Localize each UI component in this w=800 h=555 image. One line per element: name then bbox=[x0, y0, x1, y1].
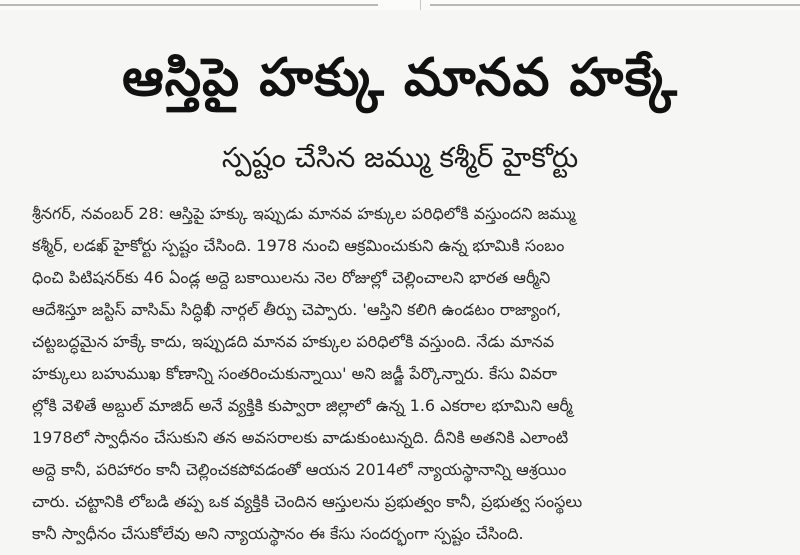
article-line-3: ధించి పిటిషనర్‌కు 46 ఏండ్ల అద్దె బకాయిలను నెల రోజుల్లో చెల్లించాలని భారత ఆర్మీని bbox=[32, 268, 551, 287]
top-rule-divider bbox=[420, 0, 421, 10]
top-rule-right bbox=[430, 4, 800, 6]
top-rule-left bbox=[0, 4, 378, 6]
article-body bbox=[32, 198, 772, 548]
article-line-6: హక్కులు బహుముఖ కోణాన్ని సంతరించుకున్నాయి' అని జడ్జీ పేర్కొన్నారు. కేసు వివరా bbox=[32, 364, 557, 383]
article-line-11: కానీ స్వాధీనం చేసుకోలేవు అని న్యాయస్థానం ఈ కేసు సందర్భంగా స్పష్టం చేసింది. bbox=[32, 524, 524, 543]
article-line-4: ఆదేశిస్తూ జస్టిస్ వాసిమ్ సిద్ధిఖీ నార్గల్ తీర్పు చెప్పారు. 'ఆస్తిని కలిగి ఉండటం రాజ్యాంగ, bbox=[32, 300, 562, 319]
headline: ఆస్తిపై హక్కు మానవ హక్కే bbox=[122, 48, 678, 108]
article-line-5: చట్టబద్ధమైన హక్కే కాదు, ఇప్పుడది మానవ హక్కుల పరిధిలోకి వస్తుంది. నేడు మానవ bbox=[32, 332, 555, 351]
article-line-9: అద్దె కానీ, పరిహారం కానీ చెల్లించకపోవడంతో ఆయన 2014లో న్యాయస్థానాన్ని ఆశ్రయిం bbox=[32, 460, 567, 479]
article-line-8: 1978లో స్వాధీనం చేసుకుని తన అవసరాలకు వాడుకుంటున్నది. దీనికి అతనికి ఎలాంటి bbox=[32, 428, 569, 447]
article-line-7: ల్లోకి వెళితే అబ్దుల్ మాజిద్ అనే వ్యక్తికి కుప్వారా జిల్లాలో ఉన్న 1.6 ఎకరాల భూమిని ఆర్మీ bbox=[32, 396, 573, 415]
subheadline: స్పష్టం చేసిన జమ్ము కశ్మీర్ హైకోర్టు bbox=[221, 141, 579, 174]
article-line-2: కశ్మీర్, లడఖ్ హైకోర్టు స్పష్టం చేసింది. 1978 నుంచి ఆక్రమించుకుని ఉన్న భూమికి సంబం bbox=[32, 236, 565, 255]
article-line-10: చారు. చట్టానికి లోబడి తప్ప ఒక వ్యక్తికి చెందిన ఆస్తులను ప్రభుత్వం కానీ, ప్రభుత్వ సంస్థలు bbox=[32, 492, 583, 511]
article-line-1: శ్రీనగర్, నవంబర్ 28: ఆస్తిపై హక్కు ఇప్పుడు మానవ హక్కుల పరిధిలోకి వస్తుందని జమ్ము bbox=[32, 204, 576, 223]
